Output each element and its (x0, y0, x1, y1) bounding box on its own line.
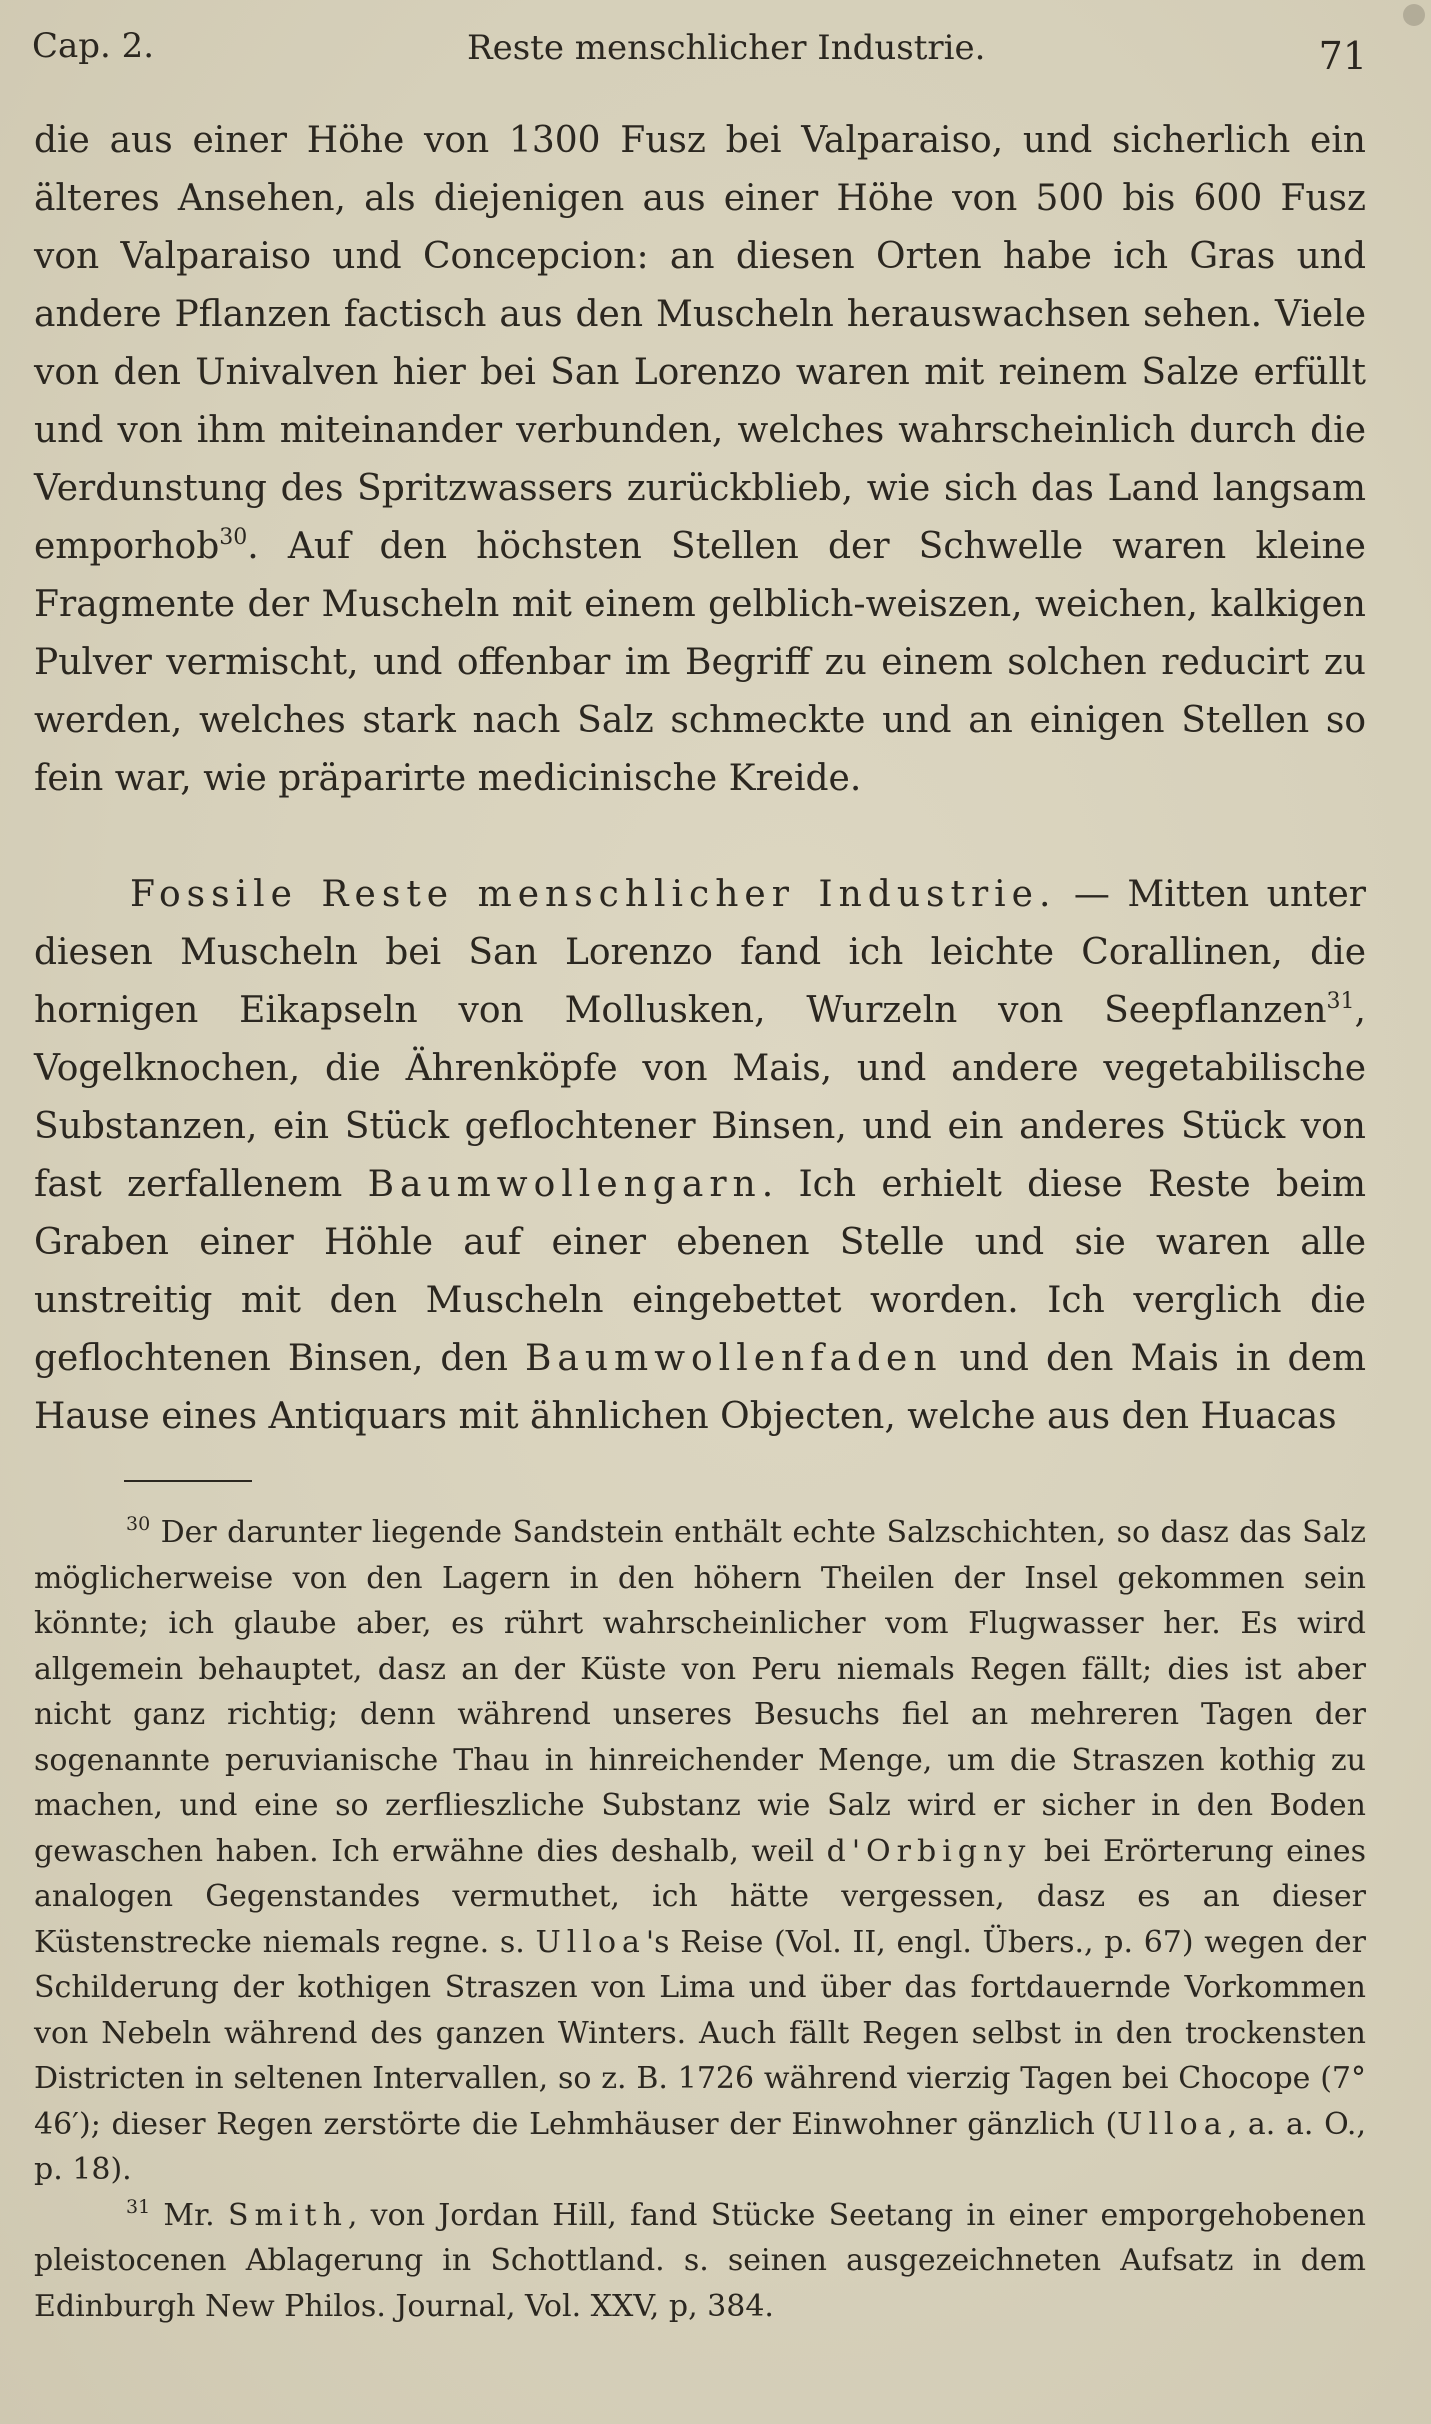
paragraph-2-part-3: . Ich erhielt diese Reste beim Graben einer Höhle auf einer ebenen Stelle und sie waren alle unstreitig mit den Muscheln eingebettet worden. Ich verglich die geflochtenen Binsen, den (34, 1164, 1367, 1379)
footnote-31-part-1: Mr. (150, 2197, 228, 2233)
footnote-30-part-2: bei Erörterung eines analogen Gegenstandes vermuthet, ich hätte vergessen, dasz es an dieser Küstenstrecke niemals regne. s. (34, 1833, 1366, 1960)
author-dorbigny: d'Orbigny (826, 1833, 1032, 1869)
paragraph-2-part-2: , Vogelknochen, die Ährenköpfe von Mais, und andere vegetabilische Substanzen, ein Stück geflochtener Binsen, und ein anderes Stück von fast zerfallenem (34, 990, 1366, 1205)
footnote-31-number: 31 (126, 2195, 151, 2218)
paragraph-2 (34, 866, 1366, 1446)
footnote-30-number: 30 (126, 1513, 151, 1535)
main-text (34, 112, 1366, 1446)
spaced-term-baumwollengarn: Baumwollengarn (367, 1164, 762, 1205)
spaced-term-baumwollenfaden: Baumwollenfaden (524, 1338, 943, 1379)
footnote-30-part-3: 's Reise (Vol. II, engl. Übers., p. 67) wegen der Schilderung der kothigen Straszen von Lima und über das fortdauernde Vorkommen von Nebeln während des ganzen Winters. Auch fällt Regen selbst in den trockensten Districten in seltenen Intervallen, so z. B. 1726 während vierzig Tagen bei Chocope (7° 46′); dieser Regen zerstörte die Lehmhäuser der Einwohner gänzlich ( (34, 1924, 1366, 2142)
footnote-divider (124, 1480, 252, 1482)
footnote-30-part-4: , a. a. O., p. 18). (34, 2106, 1366, 2187)
author-ulloa-2: Ulloa (1117, 2106, 1228, 2142)
paragraph-2-part-4: und den Mais in dem Hause eines Antiquars mit ähnlichen Objecten, welche aus den Huacas (34, 1338, 1366, 1437)
running-header (32, 22, 1367, 82)
footnote-30 (34, 1510, 1366, 2193)
footnotes (34, 1510, 1366, 2329)
author-ulloa: Ulloa (535, 1924, 646, 1960)
page-stain (1403, 4, 1425, 26)
paragraph-1 (34, 112, 1366, 808)
author-smith: Smith (227, 2197, 348, 2233)
footnote-ref-30: 30 (219, 525, 248, 550)
paragraph-1-tail: . Auf den höchsten Stellen der Schwelle waren kleine Fragmente der Muscheln mit einem gelblich-weiszen, weichen, kalkigen Pulver vermischt, und offenbar im Begriff zu einem solchen reducirt zu werden, welches stark nach Salz schmeckte und an einigen Stellen so fein war, wie präparirte medicinische Kreide. (34, 526, 1366, 799)
footnote-31 (34, 2193, 1366, 2330)
footnote-30-part-1: Der darunter liegende Sandstein enthält echte Salzschichten, so dasz das Salz möglicherweise von den Lagern in den höhern Theilen der Insel gekommen sein könnte; ich glaube aber, es rührt wahrscheinlicher vom Flugwasser her. Es wird allgemein behauptet, dasz an der Küste von Peru niemals Regen fällt; dies ist aber nicht ganz richtig; denn während unseres Besuchs fiel an mehreren Tagen der sogenannte peruvianische Thau in hinreichender Menge, um die Straszen kothig zu machen, und eine so zerflieszliche Substanz wie Salz wird er sicher in den Boden gewaschen haben. Ich erwähne dies deshalb, weil (34, 1515, 1366, 1869)
page-number: 71 (1318, 34, 1367, 78)
footnote-ref-31: 31 (1326, 989, 1355, 1014)
running-title: Reste menschlicher Industrie. (467, 28, 986, 68)
footnote-31-part-2: , von Jordan Hill, fand Stücke Seetang in einer emporgehobenen pleistocenen Ablagerung in Schottland. s. seinen ausgezeichneten Aufsatz in dem Edinburgh New Philos. Journal, Vol. XXV, p, 384. (34, 2197, 1366, 2324)
chapter-label: Cap. 2. (32, 26, 155, 66)
paragraph-2-part-1: — Mitten unter diesen Muscheln bei San Lorenzo fand ich leichte Corallinen, die hornigen Eikapseln von Mollusken, Wurzeln von Seepflanzen (34, 874, 1367, 1031)
section-heading: Fossile Reste menschlicher Industrie. (130, 874, 1057, 915)
paragraph-1-text: die aus einer Höhe von 1300 Fusz bei Valparaiso, und sicherlich ein älteres Ansehen, als diejenigen aus einer Höhe von 500 bis 600 Fusz von Valparaiso und Concepcion: an diesen Orten habe ich Gras und andere Pflanzen factisch aus den Muscheln herauswachsen sehen. Viele von den Univalven hier bei San Lorenzo waren mit reinem Salze erfüllt und von ihm miteinander verbunden, welches wahrscheinlich durch die Verdunstung des Spritzwassers zurückblieb, wie sich das Land langsam emporhob (34, 120, 1366, 567)
